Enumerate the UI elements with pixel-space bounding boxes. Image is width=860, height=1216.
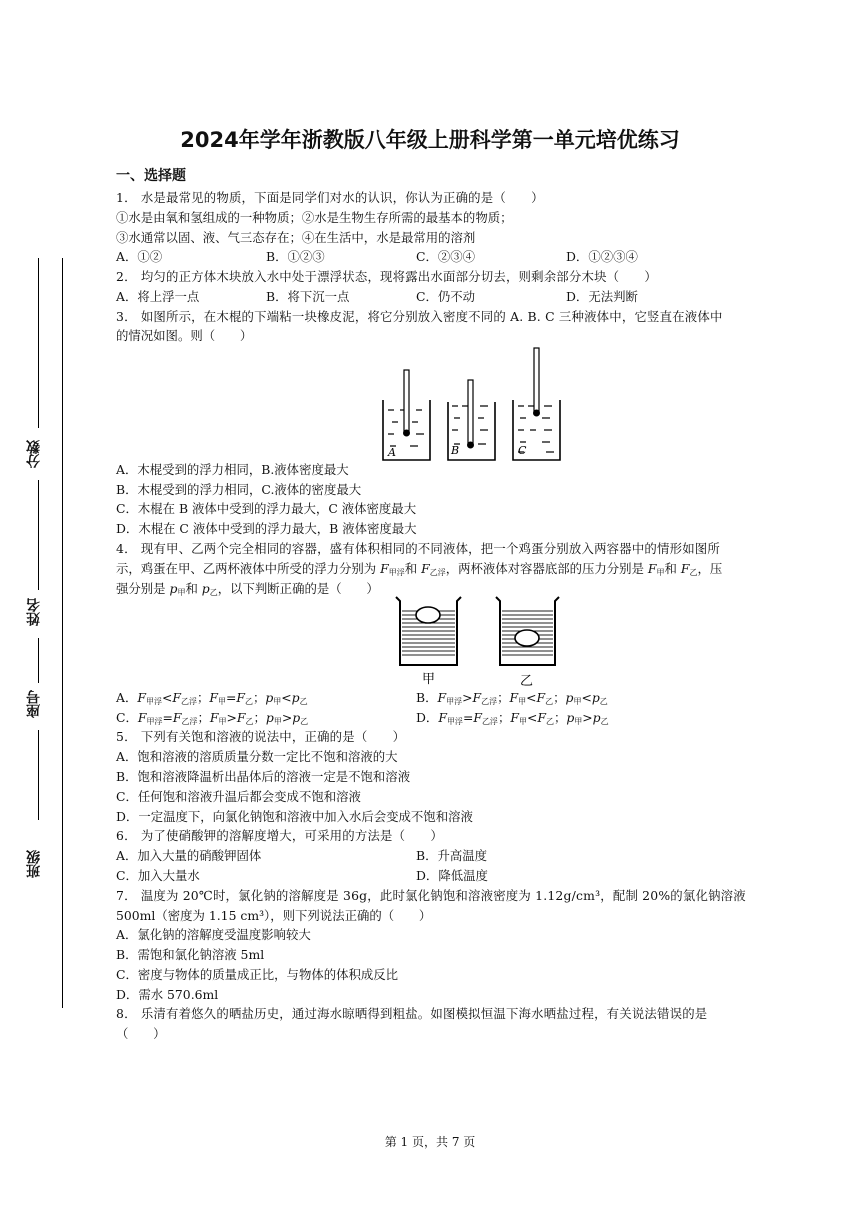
name-label: 姓名 xyxy=(26,598,42,626)
question-4-line2: 示，鸡蛋在甲、乙两杯液体中所受的浮力分别为 $F_{甲浮}$和 $F_{乙浮}$，两杯液体对容器底部的压力分别是 $F_甲$和 $F_乙$，压 xyxy=(116,561,723,577)
fig-label-b: B xyxy=(451,444,460,457)
question-2: 2． 均匀的正方体木块放入水中处于漂浮状态，现将露出水面部分切去，则剩余部分木块（ ） xyxy=(116,269,658,284)
question-4-line1: 4． 现有甲、乙两个完全相同的容器，盛有体积相同的不同液体，把一个鸡蛋分别放入两容器中的情形如图所 xyxy=(116,541,720,556)
q3-option-a: A．木棍受到的浮力相同，B.液体密度最大 xyxy=(116,462,349,477)
q2-option-b: B．将下沉一点 xyxy=(266,289,350,304)
name-blank-line xyxy=(38,480,39,590)
question-4-line3: 强分别是 $p_甲$和 $p_乙$，以下判断正确的是（ ） xyxy=(116,581,379,597)
fig-label-a: A xyxy=(388,446,396,459)
q4-figure-containers xyxy=(390,593,570,688)
q2-option-a: A．将上浮一点 xyxy=(116,289,200,304)
page-title: 2024年学年浙教版八年级上册科学第一单元培优练习 xyxy=(180,128,680,152)
seat-label: 座号 xyxy=(26,690,42,718)
question-8-line1: 8． 乐清有着悠久的晒盐历史，通过海水晾晒得到粗盐。如图模拟恒温下海水晒盐过程，有关说法错误的是 xyxy=(116,1006,708,1021)
fig-label-yi: 乙 xyxy=(520,674,534,688)
score-label: 分数 xyxy=(26,440,42,468)
q6-option-a: A．加入大量的硝酸钾固体 xyxy=(116,848,262,863)
q1-option-d: D．①②③④ xyxy=(566,249,638,264)
q4-question-tail: 以下判断正确的是（ ） xyxy=(230,581,379,596)
binding-line xyxy=(62,258,63,1008)
q3-option-d: D．木棍在 C 液体中受到的浮力最大，B 液体密度最大 xyxy=(116,521,417,536)
question-1: 1． 水是最常见的物质，下面是同学们对水的认识，你认为正确的是（ ） xyxy=(116,190,544,205)
q1-statement-b: ③水通常以固、液、气三态存在；④在生活中，水是最常用的溶剂 xyxy=(116,230,476,245)
q6-option-d: D．降低温度 xyxy=(416,868,488,883)
question-5: 5． 下列有关饱和溶液的说法中，正确的是（ ） xyxy=(116,729,406,744)
question-8-line2: （ ） xyxy=(116,1026,166,1041)
q2-option-d: D．无法判断 xyxy=(566,289,638,304)
q7-option-d: D．需水 570.6ml xyxy=(116,987,219,1002)
q5-option-a: A．饱和溶液的溶质质量分数一定比不饱和溶液的大 xyxy=(116,749,398,764)
q5-option-c: C．任何饱和溶液升温后都会变成不饱和溶液 xyxy=(116,789,361,804)
q7-option-a: A．氯化钠的溶解度受温度影响较大 xyxy=(116,927,311,942)
fig-label-jia: 甲 xyxy=(422,672,436,687)
q3-figure-beakers xyxy=(380,344,570,462)
q5-option-d: D．一定温度下，向氯化钠饱和溶液中加入水后会变成不饱和溶液 xyxy=(116,809,473,824)
q4-option-d: D．$F_{甲浮}=F_{乙浮}$；$F_甲<F_乙$；$p_甲>p_乙$ xyxy=(416,710,609,726)
q2-option-c: C．仍不动 xyxy=(416,289,476,304)
q4-option-a: A．$F_{甲浮}<F_{乙浮}$；$F_甲=F_乙$；$p_甲<p_乙$ xyxy=(116,690,308,706)
q7-option-b: B．需饱和氯化钠溶液 5ml xyxy=(116,947,265,962)
question-7-line2: 500ml（密度为 1.15 cm³），则下列说法正确的（ ） xyxy=(116,908,432,923)
section-heading: 一、选择题 xyxy=(116,168,186,184)
q4-option-b: B．$F_{甲浮}>F_{乙浮}$；$F_甲<F_乙$；$p_甲<p_乙$ xyxy=(416,690,608,706)
q1-option-b: B．①②③ xyxy=(266,249,325,264)
q6-option-b: B．升高温度 xyxy=(416,848,488,863)
q1-statement-a: ①水是由氧和氢组成的一种物质；②水是生物生存所需的最基本的物质； xyxy=(116,210,513,225)
page-footer: 第 1 页，共 7 页 xyxy=(384,1135,476,1149)
q1-option-c: C．②③④ xyxy=(416,249,476,264)
question-7-line1: 7． 温度为 20℃时，氯化钠的溶解度是 36g，此时氯化钠饱和溶液密度为 1.12g/cm³，配制 20%的氯化钠溶液 xyxy=(116,888,746,903)
class-label: 班级 xyxy=(26,850,42,878)
question-6: 6． 为了使硝酸钾的溶解度增大，可采用的方法是（ ） xyxy=(116,828,443,843)
fig-label-c: C xyxy=(518,444,527,457)
class-blank-line xyxy=(38,730,39,820)
q4-option-c: C．$F_{甲浮}=F_{乙浮}$；$F_甲>F_乙$；$p_甲>p_乙$ xyxy=(116,710,309,726)
q5-option-b: B．饱和溶液降温析出晶体后的溶液一定是不饱和溶液 xyxy=(116,769,411,784)
q3-option-b: B．木棍受到的浮力相同，C.液体的密度最大 xyxy=(116,482,362,497)
q7-option-c: C．密度与物体的质量成正比，与物体的体积成反比 xyxy=(116,967,399,982)
question-3-line1: 3． 如图所示，在木棍的下端粘一块橡皮泥，将它分别放入密度不同的 A. B. C 三种液体中，它竖直在液体中 xyxy=(116,309,723,324)
q3-option-c: C．木棍在 B 液体中受到的浮力最大，C 液体密度最大 xyxy=(116,501,417,516)
q6-option-c: C．加入大量水 xyxy=(116,868,200,883)
score-blank-line xyxy=(38,258,39,428)
seat-blank-line xyxy=(38,638,39,683)
q1-option-a: A．①② xyxy=(116,249,163,264)
question-3-line2: 的情况如图。则（ ） xyxy=(116,328,253,343)
